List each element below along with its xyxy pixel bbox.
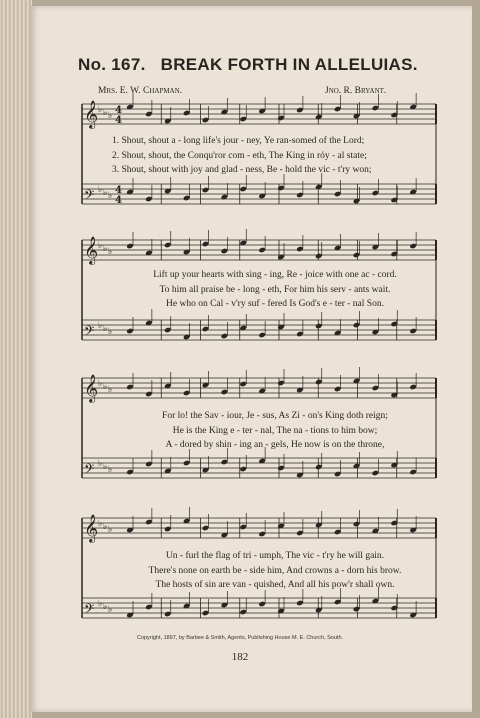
flat-sign: ♭ <box>98 379 103 389</box>
lyric-line: 1. Shout, shout a - long life's jour - ney, Ye ran-somed of the Lord; <box>112 136 365 146</box>
bass-clef: 𝄢 <box>84 601 95 620</box>
flat-sign: ♭ <box>108 605 113 615</box>
verse-block-2 <box>112 268 438 312</box>
lyric-line: He who on Cal - v'ry suf - fered Is God's e - ter - nal Son. <box>166 299 384 309</box>
flat-sign: ♭ <box>103 522 108 532</box>
treble-clef: 𝄞 <box>84 100 99 128</box>
lyric-line: The hosts of sin are van - quished, And all his pow'r shall own. <box>155 580 395 590</box>
flat-sign: ♭ <box>103 324 108 334</box>
lyric-line: 2. Shout, shout, the Conqu'ror com - eth, The King in róy - al state; <box>112 150 367 161</box>
time-signature-top: 4 <box>115 105 122 116</box>
flat-sign: ♭ <box>108 111 113 121</box>
lyric-line: He is the King e - ter - nal, The na - tions to him bow; <box>172 425 378 436</box>
flat-sign: ♭ <box>98 519 103 529</box>
copyright-notice: Copyright, 1897, by Barbee & Smith, Agents, Publishing House M. E. Church, South. <box>136 635 344 641</box>
page-number: 182 <box>231 651 249 663</box>
lyric-line: Un - furl the flag of tri - umph, The vic - t'ry he will gain. <box>165 551 385 561</box>
flat-sign: ♭ <box>108 247 113 257</box>
hymn-number: No. 167. <box>78 55 146 74</box>
hymn-title: BREAK FORTH IN ALLELUIAS. <box>160 55 418 74</box>
flat-sign: ♭ <box>108 465 113 475</box>
flat-sign: ♭ <box>98 105 103 115</box>
time-signature-bottom: 4 <box>115 195 122 206</box>
flat-sign: ♭ <box>103 108 108 118</box>
lyric-line: Lift up your hearts with sing - ing, Re - joice with one ac - cord. <box>153 270 397 280</box>
verse-block-1 <box>112 134 438 178</box>
flat-sign: ♭ <box>98 185 103 195</box>
lyric-line: For lo! the Sav - iour, Je - sus, As Zi - on's King doth reign; <box>162 411 388 421</box>
flat-sign: ♭ <box>103 462 108 472</box>
flat-sign: ♭ <box>108 191 113 201</box>
composer-credit: Jno. R. Bryant. <box>325 86 387 96</box>
lyric-line: There's none on earth be - side him, And crowns a - dorn his brow. <box>148 565 402 576</box>
treble-clef: 𝄞 <box>84 236 99 264</box>
flat-sign: ♭ <box>108 327 113 337</box>
flat-sign: ♭ <box>103 602 108 612</box>
treble-clef: 𝄞 <box>84 514 99 542</box>
bass-clef: 𝄢 <box>84 461 95 480</box>
flat-sign: ♭ <box>103 188 108 198</box>
flat-sign: ♭ <box>98 241 103 251</box>
flat-sign: ♭ <box>98 321 103 331</box>
flat-sign: ♭ <box>103 244 108 254</box>
bass-clef: 𝄢 <box>84 323 95 342</box>
lyric-line: 3. Shout, shout with joy and glad - ness, Be - hold the vic - t'ry won; <box>112 165 372 175</box>
flat-sign: ♭ <box>98 459 103 469</box>
time-signature-bottom: 4 <box>115 115 122 126</box>
flat-sign: ♭ <box>108 525 113 535</box>
bass-clef: 𝄢 <box>84 187 95 206</box>
lyricist-credit: Mrs. E. W. Chapman. <box>98 86 183 96</box>
flat-sign: ♭ <box>98 599 103 609</box>
time-signature-top: 4 <box>115 185 122 196</box>
treble-clef: 𝄞 <box>84 374 99 402</box>
verse-block-4 <box>112 549 438 593</box>
verse-block-3 <box>112 409 438 453</box>
flat-sign: ♭ <box>103 382 108 392</box>
lyric-line: A - dored by shin - ing an - gels, He now is on the throne, <box>165 440 385 450</box>
lyric-line: To him all praise be - long - eth, For him his serv - ants wait. <box>159 284 391 295</box>
flat-sign: ♭ <box>108 385 113 395</box>
